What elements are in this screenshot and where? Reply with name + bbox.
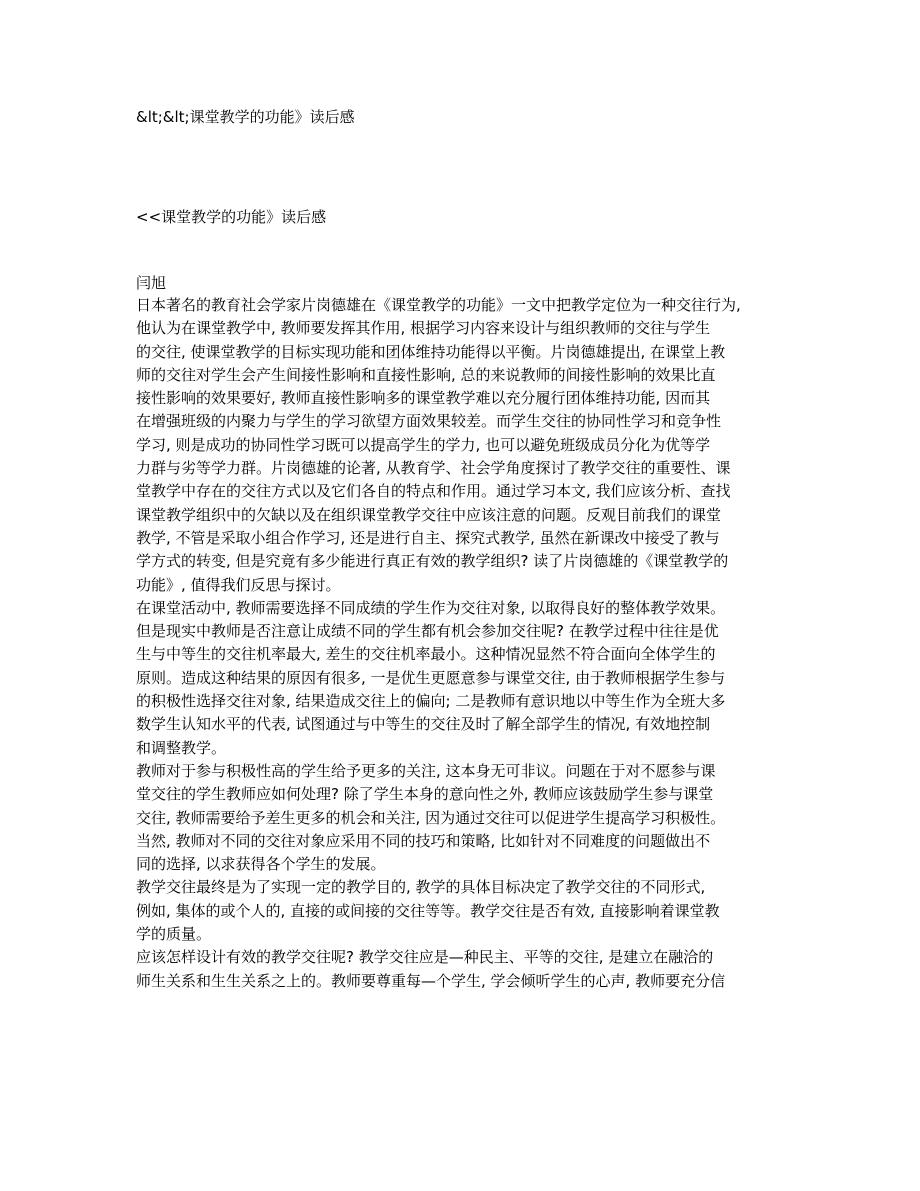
text-line: 学的质量。 bbox=[136, 925, 212, 944]
text-line: 应该怎样设计有效的教学交往呢? 教学交往应是—种民主、平等的交往, 是建立在融洽的 bbox=[136, 948, 714, 967]
document-title: &lt;&lt;课堂教学的功能》读后感 bbox=[136, 108, 355, 126]
body-text bbox=[136, 294, 786, 993]
document-subtitle: <<课堂教学的功能》读后感 bbox=[136, 208, 327, 226]
text-line: 和调整教学。 bbox=[136, 738, 227, 757]
text-line: 师生关系和生生关系之上的。教师要尊重每—个学生, 学会倾听学生的心声, 教师要充分信 bbox=[136, 971, 726, 990]
text-line: 堂交往的学生教师应如何处理? 除了学生本身的意向性之外, 教师应该鼓励学生参与课堂 bbox=[136, 785, 714, 804]
text-line: 的积极性选择交往对象, 结果造成交往上的偏向; 二是教师有意识地以中等生作为全班大多 bbox=[136, 692, 726, 711]
text-line: 堂教学中存在的交往方式以及它们各自的特点和作用。通过学习本文, 我们应该分析、查找 bbox=[136, 482, 731, 501]
text-line: 同的选择, 以求获得各个学生的发展。 bbox=[136, 855, 386, 874]
text-line: 教师对于参与积极性高的学生给予更多的关注, 这本身无可非议。问题在于对不愿参与课 bbox=[136, 761, 716, 780]
text-line: 数学生认知水平的代表, 试图通过与中等生的交往及时了解全部学生的情况, 有效地控制 bbox=[136, 715, 711, 734]
text-line: 学方式的转变, 但是究竟有多少能进行真正有效的教学组织? 读了片岗德雄的《课堂教学的 bbox=[136, 552, 729, 571]
text-line: 功能》, 值得我们反思与探讨。 bbox=[136, 575, 341, 594]
text-line: 的交往, 使课堂教学的目标实现功能和团体维持功能得以平衡。片岗德雄提出, 在课堂上教 bbox=[136, 342, 726, 361]
text-line: 在增强班级的内聚力与学生的学习欲望方面效果较差。而学生交往的协同性学习和竞争性 bbox=[136, 412, 722, 431]
text-line: 学习, 则是成功的协同性学习既可以提高学生的学力, 也可以避免班级成员分化为优等学 bbox=[136, 435, 711, 454]
text-line: 交往, 教师需要给予差生更多的机会和关注, 因为通过交往可以促进学生提高学习积极性。 bbox=[136, 808, 726, 827]
text-line: 力群与劣等学力群。片岗德雄的论著, 从教育学、社会学角度探讨了教学交往的重要性、课 bbox=[136, 459, 731, 478]
text-line: 教学, 不管是采取小组合作学习, 还是进行自主、探究式教学, 虽然在新课改中接受了教与 bbox=[136, 528, 720, 547]
text-line: 但是现实中教师是否注意让成绩不同的学生都有机会参加交往呢? 在教学过程中往往是优 bbox=[136, 622, 719, 641]
text-line: 接性影响的效果要好, 教师直接性影响多的课堂教学难以充分履行团体维持功能, 因而其 bbox=[136, 389, 711, 408]
text-line: 在课堂活动中, 教师需要选择不同成绩的学生作为交往对象, 以取得良好的整体教学效果。 bbox=[136, 598, 726, 617]
text-line: 他认为在课堂教学中, 教师要发挥其作用, 根据学习内容来设计与组织教师的交往与学生 bbox=[136, 319, 711, 338]
text-line: 原则。造成这种结果的原因有很多, 一是优生更愿意参与课堂交往, 由于教师根据学生参与 bbox=[136, 668, 726, 687]
text-line: 例如, 集体的或个人的, 直接的或间接的交往等等。教学交往是否有效, 直接影响着课堂教 bbox=[136, 901, 720, 920]
text-line: 日本著名的教育社会学家片岗德雄在《课堂教学的功能》一文中把教学定位为一种交往行为, bbox=[136, 296, 741, 314]
text-line: 课堂教学组织中的欠缺以及在组织课堂教学交往中应该注意的问题。反观目前我们的课堂 bbox=[136, 505, 722, 524]
text-line: 生与中等生的交往机率最大, 差生的交往机率最小。这种情况显然不符合面向全体学生的 bbox=[136, 645, 716, 664]
text-line: 当然, 教师对不同的交往对象应采用不同的技巧和策略, 比如针对不同难度的问题做出不 bbox=[136, 831, 711, 850]
author-name: 闫旭 bbox=[136, 274, 167, 292]
text-line: 师的交往对学生会产生间接性影响和直接性影响, 总的来说教师的间接性影响的效果比直 bbox=[136, 365, 716, 384]
text-line: 教学交往最终是为了实现一定的教学目的, 教学的具体目标决定了教学交往的不同形式, bbox=[136, 878, 706, 897]
